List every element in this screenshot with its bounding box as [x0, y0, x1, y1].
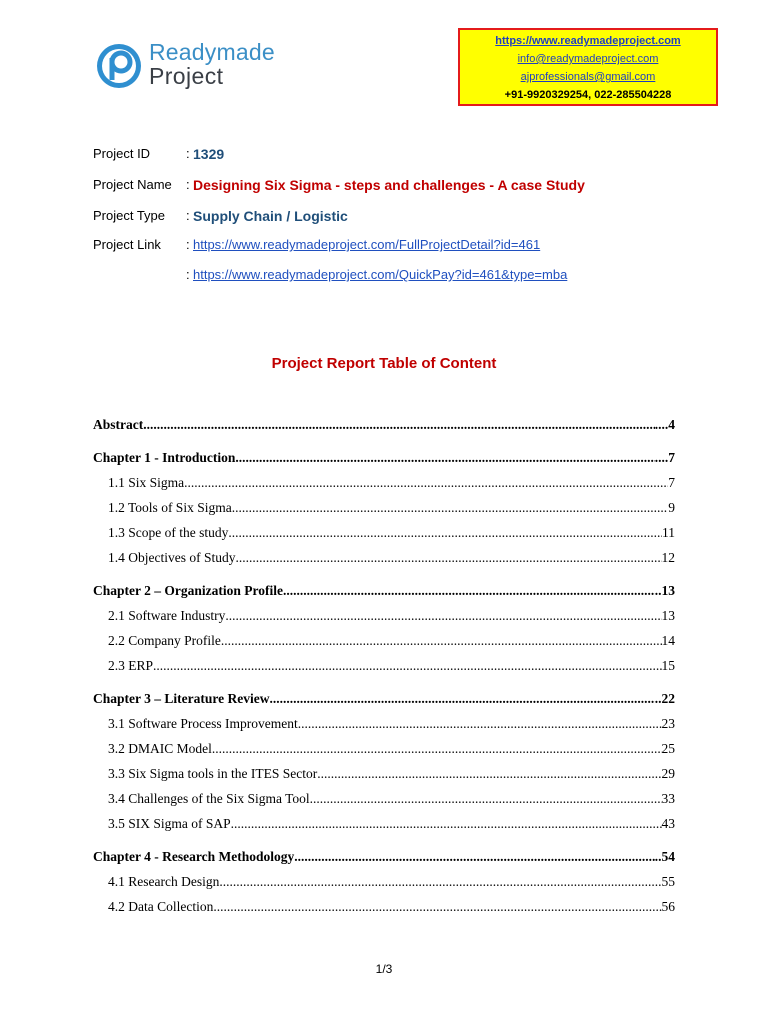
leader-dots [212, 740, 662, 758]
toc-entry-chapter-3[interactable] [93, 690, 675, 708]
leader-dots [213, 898, 661, 916]
toc-entry-title: Abstract [93, 417, 144, 432]
toc-entry-title: 2.3 ERP [108, 658, 154, 673]
project-type-label: Project Type [93, 208, 166, 223]
toc-entry-title: 1.3 Scope of the study [108, 525, 229, 540]
toc-entry-1-4[interactable] [108, 549, 675, 567]
colon: : [186, 208, 190, 223]
toc-entry-page: 56 [661, 899, 675, 914]
toc-entry-2-2[interactable] [108, 632, 675, 650]
toc-entry-page: 14 [661, 633, 675, 648]
project-link-full[interactable]: https://www.readymadeproject.com/FullProjectDetail?id=461 [193, 237, 541, 252]
leader-dots [269, 690, 654, 708]
leader-dots [298, 715, 662, 733]
project-id-label: Project ID [93, 146, 151, 161]
toc-entry-page: ....7 [654, 450, 675, 465]
toc-entry-page: ....4 [654, 417, 675, 432]
toc-entry-2-1[interactable] [108, 607, 675, 625]
toc-entry-title: 3.1 Software Process Improvement [108, 716, 298, 731]
colon: : [186, 267, 190, 282]
leader-dots [236, 549, 662, 567]
toc-entry-1-1[interactable] [108, 474, 675, 492]
leader-dots [310, 790, 662, 808]
leader-dots [219, 873, 661, 891]
project-type-value: Supply Chain / Logistic [193, 208, 348, 224]
toc-entry-page: ..22 [654, 691, 675, 706]
toc-entry-1-2[interactable] [108, 499, 675, 517]
leader-dots [283, 582, 655, 600]
colon: : [186, 146, 190, 161]
company-logo [95, 38, 285, 94]
toc-entry-2-3[interactable] [108, 657, 675, 675]
project-id-value: 1329 [193, 146, 225, 162]
toc-title: Project Report Table of Content [271, 355, 497, 372]
colon: : [186, 237, 190, 252]
toc-entry-title: 1.1 Six Sigma [108, 475, 185, 490]
toc-entry-title: 3.3 Six Sigma tools in the ITES Sector [108, 766, 318, 781]
email-link-aj[interactable]: ajprofessionals@gmail.com [520, 71, 656, 83]
toc-entry-title: 4.2 Data Collection [108, 899, 214, 914]
toc-entry-3-5[interactable] [108, 815, 675, 833]
toc-entry-title: 2.2 Company Profile [108, 633, 221, 648]
toc-entry-4-1[interactable] [108, 873, 675, 891]
leader-dots [153, 657, 661, 675]
phone-numbers: +91-9920329254, 022-285504228 [504, 89, 672, 101]
toc-entry-chapter-4[interactable] [93, 848, 675, 866]
project-link-label: Project Link [93, 237, 161, 252]
toc-entry-title: Chapter 2 – Organization Profile [93, 583, 283, 598]
toc-entry-page: ..54 [654, 849, 675, 864]
toc-entry-page: 33 [661, 791, 675, 806]
leader-dots [231, 815, 662, 833]
leader-dots [294, 848, 655, 866]
toc-entry-title: Chapter 1 - Introduction [93, 450, 236, 465]
toc-entry-page: 12 [661, 550, 675, 565]
email-link-info[interactable]: info@readymadeproject.com [517, 53, 659, 65]
leader-dots [232, 499, 669, 517]
toc-entry-title: 4.1 Research Design [108, 874, 220, 889]
leader-dots [228, 524, 662, 542]
project-name-label: Project Name [93, 177, 172, 192]
toc-entry-page: ..13 [654, 583, 675, 598]
leader-dots [184, 474, 668, 492]
toc-entry-3-4[interactable] [108, 790, 675, 808]
leader-dots [225, 607, 661, 625]
toc-entry-title: Chapter 4 - Research Methodology [93, 849, 295, 864]
page-number: 1/3 [375, 962, 393, 976]
leader-dots [317, 765, 661, 783]
toc-entry-4-2[interactable] [108, 898, 675, 916]
leader-dots [143, 416, 655, 434]
toc-entry-page: 11 [662, 525, 675, 540]
toc-entry-page: 25 [661, 741, 675, 756]
leader-dots [221, 632, 662, 650]
leader-dots [235, 449, 654, 467]
toc-entry-title: 3.2 DMAIC Model [108, 741, 212, 756]
toc-entry-chapter-2[interactable] [93, 582, 675, 600]
toc-entry-title: 2.1 Software Industry [108, 608, 226, 623]
logo-text-line1: Readymade [149, 39, 275, 65]
toc-entry-page: 29 [661, 766, 675, 781]
toc-entry-page: 23 [661, 716, 675, 731]
logo-text-line2: Project [149, 63, 224, 89]
toc-entry-title: Chapter 3 – Literature Review [93, 691, 270, 706]
toc-entry-title: 3.4 Challenges of the Six Sigma Tool [108, 791, 310, 806]
contact-box [458, 28, 718, 106]
toc-entry-abstract[interactable] [93, 416, 675, 434]
toc-entry-page: 43 [661, 816, 675, 831]
toc-entry-page: 15 [661, 658, 675, 673]
toc-entry-3-1[interactable] [108, 715, 675, 733]
toc-entry-page: 13 [661, 608, 675, 623]
website-link[interactable]: https://www.readymadeproject.com [495, 35, 681, 47]
project-name-value: Designing Six Sigma - steps and challenges - A case Study [193, 177, 585, 193]
toc-entry-title: 1.2 Tools of Six Sigma [108, 500, 232, 515]
toc-entry-page: 55 [661, 874, 675, 889]
toc-entry-1-3[interactable] [108, 524, 675, 542]
toc-entry-3-3[interactable] [108, 765, 675, 783]
logo-icon [95, 42, 143, 90]
toc-entry-chapter-1[interactable] [93, 449, 675, 467]
toc-entry-page: 9 [668, 500, 675, 515]
colon: : [186, 177, 190, 192]
toc-entry-3-2[interactable] [108, 740, 675, 758]
toc-entry-page: 7 [668, 475, 675, 490]
project-link-quickpay[interactable]: https://www.readymadeproject.com/QuickPay?id=461&type=mba [193, 267, 568, 282]
toc-entry-title: 1.4 Objectives of Study [108, 550, 236, 565]
toc-entry-title: 3.5 SIX Sigma of SAP [108, 816, 231, 831]
